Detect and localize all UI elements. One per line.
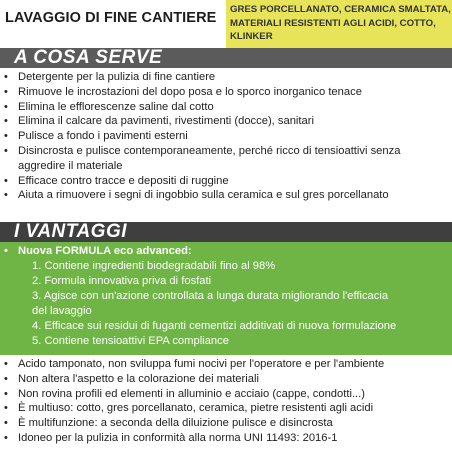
bullet-icon: • bbox=[4, 115, 8, 128]
list-item-text: Idoneo per la pulizia in conformità alla norma UNI 11493: 2016-1 bbox=[18, 431, 338, 444]
bullet-icon: • bbox=[4, 189, 8, 202]
list-item-text: Acido tamponato, non sviluppa fumi nocivi per l'operatore e per l'ambiente bbox=[18, 358, 385, 370]
list-item-text: È multifunzione: a seconda della diluizione pulisce e disincrosta bbox=[18, 417, 333, 430]
list-item-text: Disincrosta e pulisce contemporaneamente, perché ricco di tensioattivi senza bbox=[18, 144, 401, 157]
list-item bbox=[0, 401, 452, 416]
materials-tag-line: MATERIALI RESISTENTI AGLI ACIDI, COTTO, bbox=[230, 17, 436, 29]
list-item-text: Rimuove le incrostazioni del dopo posa e lo sporco inorganico tenace bbox=[18, 85, 362, 98]
list-item-text: Aiuta a rimuovere i segni di ingobbio sulla ceramica e sul gres porcellanato bbox=[18, 189, 389, 202]
bullet-icon: • bbox=[4, 100, 8, 113]
list-item-text: È multiuso: cotto, gres porcellanato, ceramica, pietre resistenti agli acidi bbox=[18, 402, 374, 415]
materials-tag-line: KLINKER bbox=[230, 31, 273, 42]
bullet-icon: • bbox=[4, 174, 8, 187]
formula-heading bbox=[0, 244, 452, 259]
bullet-icon: • bbox=[4, 402, 8, 415]
list-item-text: Elimina il calcare da pavimenti, rivestimenti (docce), sanitari bbox=[18, 115, 314, 128]
bullet-icon: • bbox=[4, 130, 8, 143]
list-item bbox=[0, 144, 452, 159]
list-item bbox=[0, 100, 452, 115]
section-title-advantages: I VANTAGGI bbox=[14, 221, 128, 242]
list-item-text: Elimina le efflorescenze saline dal cotto bbox=[18, 100, 214, 113]
list-item bbox=[0, 70, 452, 85]
list-item bbox=[0, 416, 452, 431]
list-item bbox=[0, 114, 452, 129]
bullet-icon: • bbox=[4, 372, 8, 385]
bullet-icon: • bbox=[4, 144, 8, 157]
section-band-uses bbox=[0, 48, 452, 68]
formula-item: 5. Contiene tensioattivi EPA compliance bbox=[32, 335, 229, 347]
formula-item: 2. Formula innovativa priva di fosfati bbox=[32, 275, 212, 287]
formula-item: 4. Efficace sui residui di fuganti cementizi additivati di nuova formulazione bbox=[32, 320, 397, 332]
bullet-icon: • bbox=[4, 71, 8, 83]
section-title-uses: A COSA SERVE bbox=[14, 47, 163, 68]
list-item bbox=[0, 188, 452, 203]
formula-item: 1. Contiene ingredienti biodegradabili fino al 98% bbox=[32, 260, 276, 272]
section-band-advantages bbox=[0, 222, 452, 242]
list-item-text: Detergente per la pulizia di fine cantiere bbox=[18, 71, 216, 83]
list-item-text: Non altera l'aspetto e la colorazione dei materiali bbox=[18, 372, 259, 385]
materials-tag bbox=[226, 0, 452, 48]
list-item bbox=[0, 129, 452, 144]
advantages-list bbox=[0, 357, 452, 446]
list-item bbox=[0, 357, 452, 372]
formula-heading-text: Nuova FORMULA eco advanced: bbox=[18, 245, 192, 257]
list-item-continuation bbox=[0, 159, 452, 174]
bullet-icon: • bbox=[4, 245, 8, 257]
list-item-text: Efficace contro tracce e depositi di ruggine bbox=[18, 174, 229, 187]
bullet-icon: • bbox=[4, 358, 8, 370]
bullet-icon: • bbox=[4, 387, 8, 400]
title-box bbox=[0, 0, 225, 48]
page-title: LAVAGGIO DI FINE CANTIERE bbox=[5, 10, 217, 26]
bullet-icon: • bbox=[4, 431, 8, 444]
advantages-panel bbox=[0, 222, 452, 355]
header bbox=[0, 0, 452, 48]
list-item bbox=[0, 372, 452, 387]
formula-item-continuation: del lavaggio bbox=[32, 305, 92, 317]
bullet-icon: • bbox=[4, 417, 8, 430]
bullet-icon: • bbox=[4, 85, 8, 98]
list-item-text: aggredire il materiale bbox=[18, 159, 123, 172]
advantages-content bbox=[0, 244, 452, 349]
list-item-text: Non rovina profili ed elementi in alluminio e acciaio (cappe, condotti...) bbox=[18, 387, 365, 400]
list-item bbox=[0, 174, 452, 189]
list-item bbox=[0, 85, 452, 100]
uses-list bbox=[0, 70, 452, 203]
formula-list bbox=[0, 259, 452, 349]
list-item-text: Pulisce a fondo i pavimenti esterni bbox=[18, 130, 188, 143]
formula-item: 3. Agisce con un'azione controllata a lunga durata migliorando l'efficacia bbox=[32, 290, 389, 302]
list-item bbox=[0, 431, 452, 446]
list-item bbox=[0, 387, 452, 402]
materials-tag-line: GRES PORCELLANATO, CERAMICA SMALTATA, bbox=[230, 4, 451, 15]
